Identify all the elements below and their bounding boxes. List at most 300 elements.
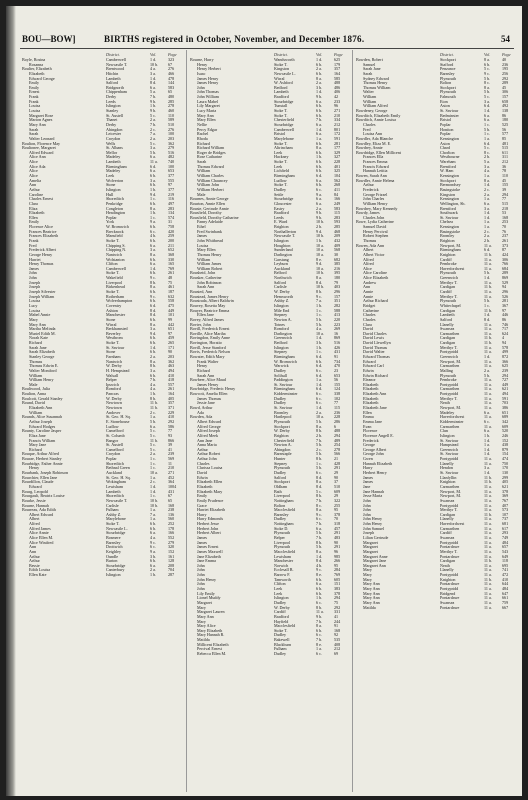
entry-pg: 424 bbox=[502, 252, 509, 257]
entry-pg: 737 bbox=[502, 517, 509, 522]
entry-dist: Penkridge bbox=[106, 201, 123, 206]
entry-vol: 1 d. bbox=[484, 215, 491, 220]
entry-dist: Plymouth bbox=[440, 90, 456, 95]
entry-dist: Leek bbox=[106, 174, 115, 179]
entry-dist: Newport, M. bbox=[440, 489, 462, 494]
entry-pg: 4 bbox=[502, 336, 505, 341]
entry-name: Frederick bbox=[363, 187, 379, 192]
entry-name: Alfred Edward bbox=[29, 150, 54, 155]
entry-name: Mary bbox=[29, 317, 38, 322]
entry-pg: 40 bbox=[502, 58, 507, 62]
entry-pg: 29 bbox=[334, 471, 339, 476]
entry-pg: 457 bbox=[334, 526, 341, 531]
entry-dist: Wirral bbox=[274, 76, 285, 81]
entry-pg: 77 bbox=[502, 197, 507, 202]
entry-vol: 1 d. bbox=[316, 90, 323, 95]
entry-pg: 203 bbox=[168, 136, 175, 141]
entry-pg: 130 bbox=[502, 471, 509, 476]
entry-name: Harry bbox=[197, 512, 207, 517]
entry-vol: 11 b. bbox=[150, 438, 159, 443]
entry-pg: 168 bbox=[168, 503, 175, 508]
entry-vol: 11 a. bbox=[484, 596, 492, 601]
entry-pg: 294 bbox=[334, 596, 341, 601]
entry-name: Ann bbox=[29, 545, 37, 550]
register-entry bbox=[190, 652, 348, 657]
entry-vol: 1 c. bbox=[150, 215, 156, 220]
entry-pg: 168 bbox=[334, 628, 341, 633]
entry-dist: Hartlepool bbox=[274, 415, 292, 420]
entry-vol: 10 b. bbox=[150, 62, 159, 67]
entry-name: Alice Winifred bbox=[29, 540, 54, 545]
entry-dist: Nottingham bbox=[274, 522, 294, 527]
entry-vol: 11 b. bbox=[484, 475, 493, 480]
entry-dist: Pontypridd bbox=[440, 573, 459, 578]
entry-dist: Chippenham bbox=[106, 90, 127, 95]
entry-name: Charles bbox=[363, 122, 376, 127]
entry-name: Bowdler, Ada Blanche bbox=[356, 136, 394, 141]
entry-name: George bbox=[363, 443, 375, 448]
entry-pg: 357 bbox=[168, 401, 175, 406]
entry-name: Ann bbox=[29, 183, 37, 188]
entry-pg: 759 bbox=[502, 600, 509, 605]
entry-vol: 2 a. bbox=[316, 410, 322, 415]
entry-dist: Oldham bbox=[274, 484, 288, 489]
entry-dist: Basingstoke bbox=[440, 229, 461, 234]
entry-pg: 515 bbox=[502, 146, 509, 151]
entry-pg: 475 bbox=[168, 303, 175, 308]
entry-name: Mary Ellen bbox=[197, 118, 216, 123]
entry-name: Ann Jane bbox=[197, 438, 213, 443]
entry-vol: 2 c. bbox=[484, 187, 490, 192]
entry-vol: 6 a. bbox=[316, 178, 322, 183]
entry-vol: 8 e. bbox=[316, 257, 322, 262]
entry-dist: Stoke T. bbox=[274, 62, 288, 67]
entry-name: Clarissa Louisa bbox=[197, 466, 223, 471]
entry-name: Walter Montford bbox=[29, 368, 57, 373]
entry-pg: 218 bbox=[502, 206, 509, 211]
entry-name: Fred bbox=[29, 243, 37, 248]
entry-pg: 362 bbox=[168, 359, 175, 364]
entry-dist: Carmarthen bbox=[440, 387, 460, 392]
entry-vol: 1 d. bbox=[150, 489, 157, 494]
entry-pg: 481 bbox=[502, 141, 509, 146]
entry-name: Bousker, Catherine bbox=[190, 276, 222, 281]
entry-vol: 5 b. bbox=[316, 466, 323, 471]
entry-pg: 320 bbox=[168, 545, 175, 550]
entry-pg: 39 bbox=[168, 443, 173, 448]
entry-vol: 6 c. bbox=[316, 187, 322, 192]
entry-pg: 652 bbox=[168, 248, 175, 253]
entry-vol: 6 c. bbox=[316, 652, 322, 656]
header-rule bbox=[20, 48, 514, 49]
entry-name: Rosanna bbox=[29, 62, 44, 67]
entry-name: Mary Ann bbox=[363, 596, 380, 601]
entry-vol: 8 a. bbox=[484, 58, 490, 62]
entry-pg: 611 bbox=[502, 150, 508, 155]
entry-name: John Henry bbox=[363, 522, 382, 527]
entry-vol: 1 d. bbox=[316, 58, 323, 62]
entry-name: Charles bbox=[197, 461, 210, 466]
entry-vol: 6 b. bbox=[150, 257, 157, 262]
entry-pg: 573 bbox=[502, 508, 509, 513]
entry-dist: Barnsley bbox=[274, 512, 289, 517]
entry-dist: Stoke T. bbox=[106, 290, 120, 295]
entry-vol: 1 a. bbox=[484, 220, 490, 225]
entry-vol: 11 a. bbox=[484, 591, 492, 596]
entry-name: Margaret bbox=[363, 540, 378, 545]
entry-vol: 11 a. bbox=[484, 345, 492, 350]
entry-name: Frederick Albert bbox=[29, 248, 56, 253]
entry-name: Bowen, Sarah Ann bbox=[356, 174, 387, 179]
entry-dist: Lambeth bbox=[106, 76, 121, 81]
entry-vol: 3 a. bbox=[484, 206, 490, 211]
entry-vol: 11 a. bbox=[484, 605, 492, 610]
entry-vol: 7 b. bbox=[150, 122, 157, 127]
entry-name: Sarah Elizabeth bbox=[29, 350, 55, 355]
entry-pg: 177 bbox=[334, 146, 341, 151]
entry-name: Martha Melinda bbox=[29, 327, 56, 332]
entry-vol: 1 a. bbox=[484, 225, 490, 230]
entry-vol: 5 c. bbox=[484, 95, 490, 100]
entry-vol: 1 d. bbox=[316, 127, 323, 132]
entry-vol: 11 b. bbox=[484, 512, 493, 517]
entry-vol: 1 d. bbox=[316, 336, 323, 341]
entry-name: James bbox=[197, 234, 208, 239]
entry-dist: Stoke T. bbox=[106, 341, 120, 346]
entry-vol: 1 d. bbox=[484, 355, 491, 359]
entry-name: James Ernest bbox=[197, 545, 219, 550]
entry-dist: Altrincham bbox=[274, 146, 293, 151]
entry-vol: 11 a. bbox=[484, 243, 492, 248]
entry-dist: Warwick bbox=[274, 364, 289, 369]
entry-name: Ethel bbox=[197, 225, 206, 230]
entry-vol: 6 a. bbox=[316, 132, 322, 137]
entry-vol: 8 d. bbox=[316, 484, 323, 489]
entry-name: Elizabeth Jane bbox=[363, 406, 387, 411]
column-divider bbox=[352, 50, 353, 792]
entry-name: Sarah Ann bbox=[197, 285, 215, 290]
entry-vol: 2 a. bbox=[316, 206, 322, 211]
entry-dist: Norwich bbox=[274, 563, 289, 568]
entry-vol: 8 c. bbox=[316, 503, 322, 508]
entry-pg: 138 bbox=[502, 109, 509, 114]
entry-pg: 769 bbox=[334, 573, 341, 578]
entry-dist: Headington bbox=[106, 211, 126, 216]
entry-pg: 97 bbox=[168, 331, 173, 336]
entry-pg: 552 bbox=[168, 535, 175, 540]
entry-vol: 8 b. bbox=[316, 290, 323, 295]
entry-dist: Lewisham bbox=[274, 554, 292, 559]
entry-pg: 276 bbox=[168, 67, 175, 72]
entry-dist: Houghton bbox=[274, 243, 291, 248]
entry-pg: 369 bbox=[502, 494, 509, 499]
entry-name: Elizabeth bbox=[29, 211, 45, 216]
entry-pg: 294 bbox=[334, 433, 341, 438]
entry-name: Boultonee, Margaret bbox=[22, 146, 56, 151]
entry-vol: 1 a. bbox=[484, 443, 490, 448]
entry-dist: Darlington bbox=[274, 331, 292, 336]
entry-dist: Newton A. bbox=[274, 443, 292, 448]
entry-vol: 11 a. bbox=[484, 489, 492, 494]
entry-name: John William bbox=[197, 95, 219, 100]
book-binding-shadow bbox=[6, 6, 16, 796]
entry-pg: 178 bbox=[168, 526, 175, 531]
entry-dist: Chelsea bbox=[440, 220, 453, 225]
entry-pg: 589 bbox=[168, 118, 175, 123]
entry-dist: Keighley bbox=[106, 549, 122, 554]
entry-dist: Honiton bbox=[440, 127, 454, 132]
entry-name: Bousfield, Dorothy Catharine bbox=[190, 215, 239, 220]
entry-name: Amelia bbox=[29, 178, 42, 183]
entry-dist: Kingston bbox=[274, 67, 290, 72]
entry-name: Thomas Henry bbox=[363, 81, 388, 86]
entry-pg: 717 bbox=[502, 327, 509, 332]
entry-dist: Whitechapel bbox=[440, 303, 461, 308]
entry-name: Bowd, Arthur bbox=[190, 406, 213, 411]
entry-name: William John bbox=[197, 183, 220, 188]
entry-pg: 410 bbox=[168, 415, 175, 420]
entry-dist: Stepney bbox=[274, 313, 288, 318]
entry-vol: 8 a. bbox=[316, 508, 322, 513]
entry-dist: Stockport bbox=[274, 480, 290, 485]
entry-dist: Birmingham bbox=[440, 248, 461, 253]
entry-name: Joseph bbox=[29, 285, 41, 290]
entry-pg: 53 bbox=[502, 211, 507, 216]
entry-pg: 41 bbox=[168, 447, 173, 452]
entry-pg: 371 bbox=[168, 406, 175, 411]
entry-pg: 229 bbox=[168, 410, 175, 415]
entry-pg: 621 bbox=[502, 484, 509, 489]
entry-vol: 10 a. bbox=[316, 266, 324, 271]
entry-vol: 8 a. bbox=[150, 285, 156, 290]
entry-vol: 6 d. bbox=[316, 355, 323, 359]
entry-vol: 8 a. bbox=[316, 549, 322, 554]
entry-dist: Merthyr T. bbox=[440, 549, 458, 554]
entry-name: Male bbox=[29, 382, 38, 387]
entry-pg: 431 bbox=[334, 350, 341, 355]
entry-name: Bowden, Ada bbox=[190, 415, 213, 420]
entry-dist: Pontypridd bbox=[440, 350, 459, 355]
entry-dist: Lichfield bbox=[274, 169, 290, 174]
entry-name: Albert Edward bbox=[29, 512, 54, 517]
entry-pg: 466 bbox=[168, 71, 175, 76]
entry-name: William James bbox=[197, 262, 222, 267]
entry-name: Florence bbox=[363, 429, 378, 434]
entry-name: Bouque, Arthur Alfred bbox=[22, 452, 59, 457]
entry-pg: 494 bbox=[502, 392, 509, 397]
entry-dist: Pembroke bbox=[440, 378, 457, 383]
entry-dist: St. Saviour bbox=[274, 382, 293, 387]
entry-vol: 5 c. bbox=[150, 429, 156, 434]
entry-pg: 420 bbox=[168, 229, 175, 234]
entry-name: Bowditch, Elizabeth Emily bbox=[356, 113, 401, 118]
entry-vol: 4 a. bbox=[316, 327, 322, 332]
entry-name: Alfred bbox=[29, 522, 40, 527]
entry-name: Sarah bbox=[197, 160, 207, 165]
entry-pg: 276 bbox=[168, 127, 175, 132]
entry-vol: 6 b. bbox=[316, 160, 323, 165]
entry-pg: 557 bbox=[168, 382, 175, 387]
entry-pg: 195 bbox=[502, 67, 509, 72]
entry-vol: 5 b. bbox=[484, 373, 491, 378]
entry-vol: 1 c. bbox=[316, 461, 322, 466]
entry-dist: Stoke T. bbox=[274, 160, 288, 165]
entry-name: Elizabeth Mary bbox=[197, 489, 223, 494]
entry-vol: 5 b. bbox=[484, 90, 491, 95]
entry-pg: 510 bbox=[168, 122, 175, 127]
entry-vol: 1 d. bbox=[150, 58, 157, 62]
entry-name: Jessie Jane bbox=[197, 401, 215, 406]
entry-name: Thomas bbox=[363, 238, 377, 243]
entry-dist: Stone bbox=[106, 317, 116, 322]
entry-vol: 1 d. bbox=[316, 406, 323, 411]
entry-vol: 11 a. bbox=[484, 494, 492, 499]
entry-vol: 6 d. bbox=[316, 373, 323, 378]
entry-name: Ann bbox=[363, 285, 371, 290]
entry-dist: Walsall bbox=[106, 373, 119, 378]
entry-name: Thomas Edward bbox=[197, 164, 224, 169]
entry-name: Bourne, Harry bbox=[190, 58, 214, 62]
entry-pg: 281 bbox=[502, 299, 509, 304]
entry-dist: Cardigan bbox=[440, 285, 456, 290]
entry-pg: 115 bbox=[334, 406, 340, 411]
entry-pg: 84 bbox=[334, 192, 339, 197]
entry-name: Mary Alice bbox=[197, 624, 216, 629]
entry-name: Sarah Jane bbox=[29, 345, 47, 350]
entry-pg: 401 bbox=[334, 164, 341, 169]
entry-vol: 11 a. bbox=[484, 503, 492, 508]
entry-pg: 233 bbox=[334, 99, 341, 104]
entry-vol: 11 b. bbox=[484, 559, 493, 564]
entry-vol: 6 b. bbox=[150, 174, 157, 179]
page-header bbox=[20, 34, 516, 48]
entry-vol: 11 a. bbox=[484, 401, 492, 406]
entry-pg: 65 bbox=[168, 90, 173, 95]
entry-name: Alice bbox=[29, 169, 38, 174]
entry-vol: 5 c. bbox=[484, 146, 490, 151]
entry-vol: 11 a. bbox=[484, 522, 492, 527]
entry-dist: Kensington bbox=[440, 136, 459, 141]
entry-vol: 8 a. bbox=[150, 322, 156, 327]
entry-dist: Solihull bbox=[274, 373, 287, 378]
entry-pg: 236 bbox=[334, 410, 341, 415]
entry-pg: 144 bbox=[168, 81, 175, 86]
entry-name: William bbox=[363, 99, 377, 104]
entry-dist: Bolton bbox=[274, 503, 286, 508]
entry-vol: 2 a. bbox=[316, 81, 322, 86]
entry-vol: 9 c. bbox=[150, 276, 156, 281]
entry-dist: Wareham bbox=[440, 160, 456, 165]
entry-pg: 486 bbox=[334, 85, 341, 90]
entry-vol: 1 c. bbox=[150, 494, 156, 499]
entry-pg: 562 bbox=[334, 178, 341, 183]
entry-vol: 7 a. bbox=[150, 132, 156, 137]
entry-name: Frederick bbox=[363, 438, 379, 443]
entry-pg: 378 bbox=[334, 512, 341, 517]
entry-vol: 11 a. bbox=[484, 359, 492, 364]
entry-pg: 653 bbox=[168, 169, 175, 174]
entry-vol: 1 d. bbox=[316, 554, 323, 559]
entry-pg: 77 bbox=[334, 401, 339, 406]
entry-dist: Cardigan bbox=[440, 559, 456, 564]
entry-dist: Pontypridd bbox=[440, 382, 459, 387]
entry-dist: Ludlow bbox=[106, 424, 119, 429]
entry-name: Samuel bbox=[363, 62, 376, 67]
entry-vol: 5 b. bbox=[150, 419, 157, 424]
entry-dist: Gloucester bbox=[274, 201, 292, 206]
entry-pg: 228 bbox=[334, 415, 341, 420]
entry-name: Alice bbox=[29, 174, 38, 179]
entry-pg: 649 bbox=[502, 554, 509, 559]
entry-dist: Kidderminster bbox=[274, 392, 298, 397]
entry-vol: 8 a. bbox=[316, 624, 322, 629]
entry-vol: 3 b. bbox=[316, 85, 323, 90]
entry-dist: Leek bbox=[274, 591, 283, 596]
entry-name: John bbox=[29, 271, 37, 276]
entry-name: Alfred bbox=[363, 262, 374, 267]
entry-dist: Lewisham bbox=[106, 484, 124, 489]
entry-name: Harry Edmonds bbox=[197, 517, 224, 522]
entry-name: Bourbidge, Esther Annie bbox=[22, 461, 63, 466]
entry-dist: Falmouth bbox=[440, 95, 456, 100]
entry-dist: St. Saviour bbox=[440, 471, 459, 476]
entry-vol: 5 b. bbox=[484, 299, 491, 304]
entry-vol: 6 d. bbox=[484, 141, 491, 146]
entry-name: Joseph bbox=[363, 531, 375, 536]
entry-name: William Chauncey bbox=[197, 178, 228, 183]
entry-pg: 154 bbox=[502, 452, 509, 457]
entry-name: Bowater, Edith Mary bbox=[190, 355, 225, 359]
entry-vol: 1 d. bbox=[484, 471, 491, 476]
entry-name: Rose Catharine bbox=[197, 155, 223, 160]
entry-pg: 271 bbox=[168, 471, 175, 476]
entry-pg: 164 bbox=[334, 71, 341, 76]
entry-dist: Greenwich bbox=[440, 276, 458, 281]
entry-pg: 555 bbox=[168, 178, 175, 183]
entry-vol: 1 c. bbox=[150, 461, 156, 466]
entry-pg: 377 bbox=[168, 187, 175, 192]
entry-vol: 11 a. bbox=[484, 327, 492, 332]
entry-pg: 77 bbox=[168, 429, 173, 434]
entry-dist: Brighton bbox=[274, 433, 289, 438]
entry-dist: Lambeth bbox=[106, 489, 121, 494]
entry-vol: 6 a. bbox=[316, 122, 322, 127]
entry-vol: 1 c. bbox=[484, 122, 490, 127]
entry-pg: 327 bbox=[334, 155, 341, 160]
entry-vol: 6 c. bbox=[316, 471, 322, 476]
entry-pg: 386 bbox=[502, 406, 509, 411]
entry-vol: 8 e. bbox=[316, 642, 322, 647]
entry-vol: 9 b. bbox=[316, 95, 323, 100]
entry-pg: 268 bbox=[334, 183, 341, 188]
entry-vol: 11 a. bbox=[484, 554, 492, 559]
entry-name: Arthur Robert bbox=[197, 452, 221, 457]
entry-pg: 102 bbox=[334, 396, 341, 401]
entry-pg: 161 bbox=[168, 554, 175, 559]
entry-vol: 11 a. bbox=[484, 498, 492, 503]
entry-dist: Birmingham bbox=[106, 164, 127, 169]
entry-vol: 9 d. bbox=[150, 192, 157, 197]
entry-pg: 110 bbox=[168, 113, 174, 118]
entry-dist: Merthyr T. bbox=[440, 345, 458, 350]
entry-pg: 95 bbox=[334, 508, 339, 513]
entry-name: Margaret Anne bbox=[363, 554, 388, 559]
entry-pg: 746 bbox=[502, 322, 509, 327]
entry-dist: Hayfield bbox=[274, 619, 289, 624]
entry-pg: 216 bbox=[334, 266, 341, 271]
entry-name: Boyle, Rosina bbox=[22, 58, 46, 62]
entry-dist: Liverpool bbox=[274, 540, 291, 545]
